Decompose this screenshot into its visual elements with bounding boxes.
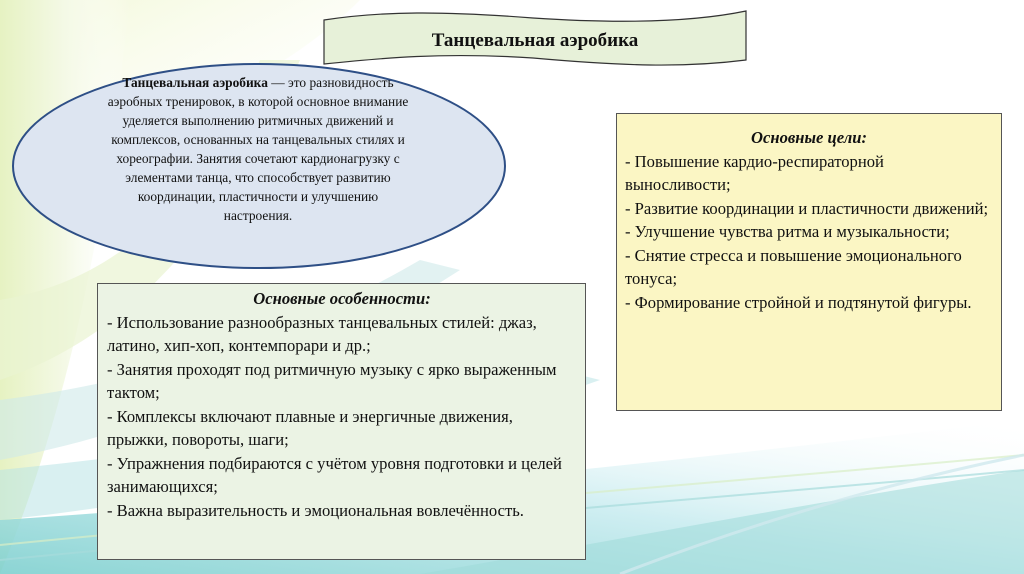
goals-box: [616, 113, 1002, 411]
list-item: - Упражнения подбираются с учётом уровня подготовки и целей занимающихся;: [107, 453, 562, 496]
definition-text: [103, 73, 413, 225]
features-box: [97, 283, 586, 560]
list-item: - Развитие координации и пластичности движений;: [625, 198, 989, 218]
features-list: [107, 311, 577, 523]
goals-list: [625, 150, 993, 315]
list-item: - Комплексы включают плавные и энергичные движения, прыжки, повороты, шаги;: [107, 406, 513, 449]
list-item: - Использование разнообразных танцевальных стилей: джаз, латино, хип-хоп, контемпорари и др.;: [107, 312, 537, 355]
definition-callout: [8, 60, 508, 275]
list-item: - Важна выразительность и эмоциональная вовлечённость.: [107, 500, 524, 520]
list-item: - Улучшение чувства ритма и музыкальности;: [625, 222, 950, 241]
title-banner: [323, 8, 747, 68]
definition-body: — это разновидность аэробных тренировок, в которой основное внимание уделяется выполнению ритмичных движений и комплексов, основанных на танцевальных стилях и хореографии. Занятия сочетают кардионагрузку с элементами танца, что способствует развитию координации, пластичности и улучшению настроения.: [107, 75, 409, 223]
definition-term: Танцевальная аэробика: [122, 75, 268, 90]
list-item: - Снятие стресса и повышение эмоционального тонуса;: [625, 245, 962, 288]
list-item: - Занятия проходят под ритмичную музыку с ярко выраженным тактом;: [107, 359, 557, 402]
features-heading: Основные особенности:: [253, 289, 431, 308]
list-item: - Повышение кардио-респираторной выносливости;: [625, 151, 884, 194]
list-item: - Формирование стройной и подтянутой фигуры.: [625, 292, 972, 312]
page-title: Танцевальная аэробика: [431, 30, 639, 51]
goals-heading: Основные цели:: [751, 128, 867, 147]
